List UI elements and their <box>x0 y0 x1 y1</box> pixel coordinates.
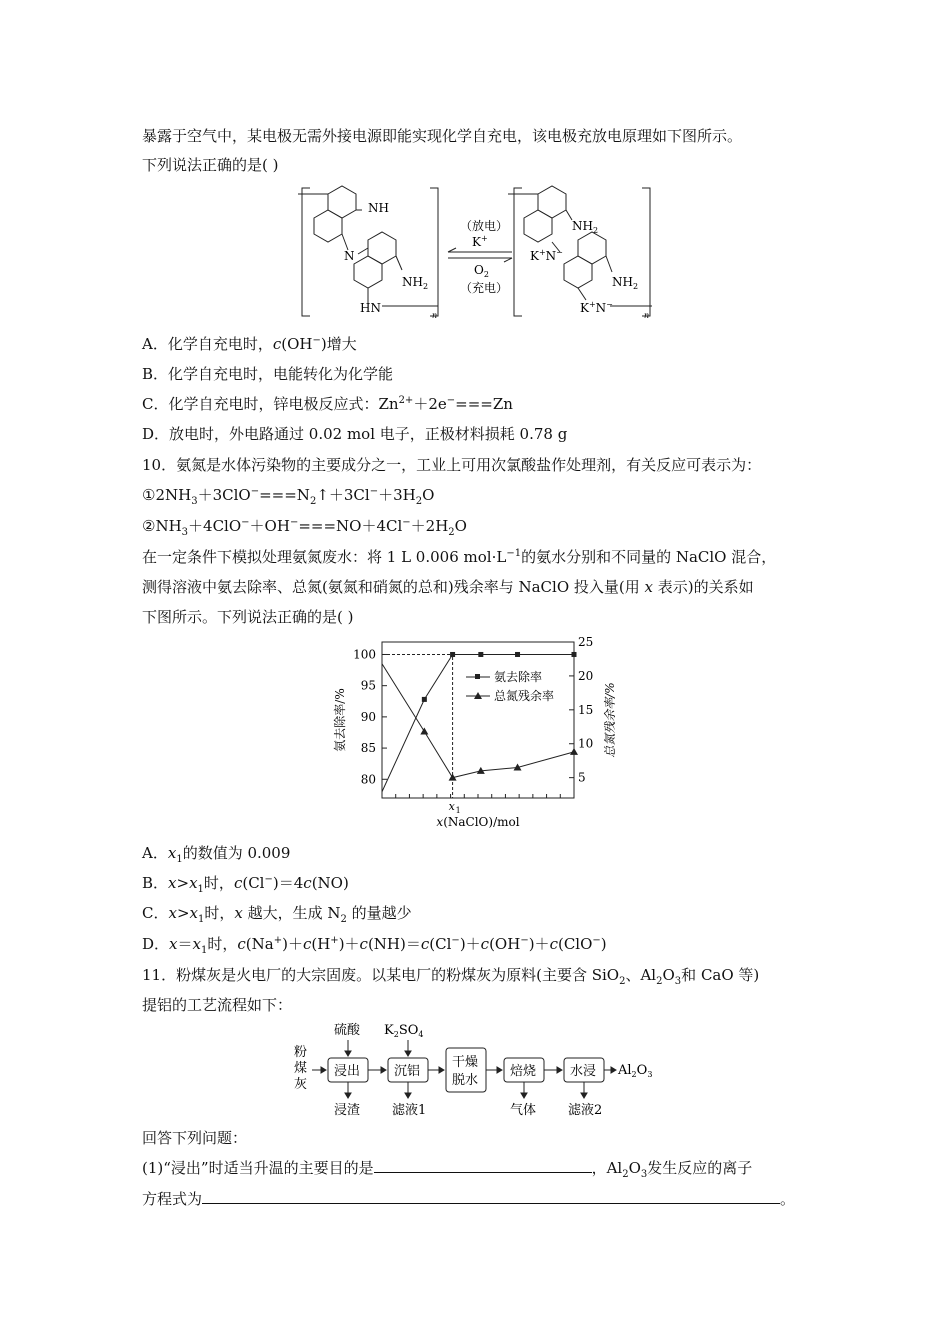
q11-stem-2: 提铝的工艺流程如下： <box>142 996 293 1014</box>
point-removal-3 <box>478 652 483 657</box>
answer-blank-2[interactable] <box>202 1189 780 1204</box>
label-n-mid: N <box>344 249 355 263</box>
point-removal-5 <box>572 652 577 657</box>
legend-label-residual: 总氮残余率 <box>494 689 555 703</box>
right-tick-label-1: 10 <box>578 736 594 751</box>
reaction-figure <box>290 180 670 322</box>
process-flowchart <box>290 1016 670 1124</box>
q10-option-d: D．$x=x_1$时，c(Na+)＋c(H+)＋c(NH)＝c(Cl−)＋c(OH−)＋c(ClO−) <box>142 935 607 956</box>
label-k-ion: K+ <box>472 234 488 249</box>
raw-char-1: 粉 <box>294 1045 308 1060</box>
step-dehydration: 脱水 <box>452 1073 479 1088</box>
output-gas: 气体 <box>510 1103 537 1118</box>
label-n-sub-right: n <box>644 311 650 320</box>
left-tick-label-4: 100 <box>353 647 376 662</box>
q10-equation-2: $②NH_3+4ClO^-+OH^-===NO+4Cl^-+2H_2O$ <box>142 517 467 538</box>
point-residual-5 <box>570 748 578 755</box>
right-tick-label-3: 20 <box>578 668 594 683</box>
label-charge: （充电） <box>460 281 509 295</box>
label-nh2-2: $NH_2$ <box>612 275 639 291</box>
right-tick-label-0: 5 <box>578 770 586 785</box>
step-leaching: 浸出 <box>334 1064 361 1079</box>
product-al2o3: $Al_2O_3$ <box>618 1063 653 1079</box>
left-tick-label-1: 85 <box>360 741 376 756</box>
output-residue: 浸渣 <box>334 1103 361 1118</box>
y-axis-label-right: 总氮残余率/% <box>603 682 617 758</box>
label-hn: HN <box>360 301 381 315</box>
point-removal-1 <box>422 697 427 702</box>
x1-tick-subscript: 1 <box>455 806 461 815</box>
point-residual-1 <box>420 728 428 735</box>
label-n-sub-left: n <box>432 311 438 320</box>
output-filtrate-1: 滤液1 <box>392 1103 427 1118</box>
q11-part-1b: 方程式为 。 <box>142 1190 796 1208</box>
label-kn-mid: K+N− <box>530 248 563 263</box>
right-tick-label-4: 25 <box>578 635 594 649</box>
q10-equation-1: $①2NH_3+3ClO^-===N_2↑+3Cl^-+3H_2O$ <box>142 486 435 507</box>
plot-frame <box>382 642 574 798</box>
q11-part-1: (1)“浸出”时适当升温的主要目的是 ，$Al_2O_3$发生反应的离子 <box>142 1159 753 1180</box>
output-filtrate-2: 滤液2 <box>568 1103 603 1118</box>
raw-char-2: 煤 <box>294 1061 308 1076</box>
q9-option-d: D．放电时，外电路通过 0.02 mol 电子，正极材料损耗 0.78 g <box>142 425 568 443</box>
intro-line-2: 下列说法正确的是( ) <box>142 156 279 174</box>
removal-rate-chart <box>330 632 630 832</box>
series-line-1 <box>382 664 574 778</box>
q10-stem-2: 在一定条件下模拟处理氨氮废水：将 1 L 0.006 $mol\cdot L^{-1}$的氨水分别和不同量的 NaClO 混合， <box>142 548 777 566</box>
input-acid: 硫酸 <box>334 1023 361 1038</box>
step-water-leach: 水浸 <box>570 1064 597 1079</box>
q9-option-a: A．化学自充电时，c(OH−)增大 <box>142 335 357 353</box>
q10-stem-4: 下图所示。下列说法正确的是( ) <box>142 608 354 626</box>
left-tick-label-2: 90 <box>360 709 376 724</box>
q11-answer-intro: 回答下列问题： <box>142 1129 248 1147</box>
legend-marker-square <box>475 674 480 679</box>
intro-line-1: 暴露于空气中，某电极无需外接电源即能实现化学自充电，该电极充放电原理如下图所示。 <box>142 127 743 145</box>
x-axis-label: x(NaClO)/mol <box>436 815 520 829</box>
label-nh-top: NH <box>368 201 389 215</box>
q11-stem-1: 11．粉煤灰是火电厂的大宗固废。以某电厂的粉煤灰为原料(主要含 SiO$_2$、$Al_2O_3$和 CaO 等) <box>142 966 760 987</box>
right-tick-label-2: 15 <box>578 702 594 717</box>
left-tick-label-3: 95 <box>360 678 376 693</box>
y-axis-label-left: 氨去除率/% <box>333 688 347 752</box>
label-nh2: $NH_2$ <box>402 275 429 291</box>
chart-legend <box>466 669 554 703</box>
legend-label-removal: 氨去除率 <box>494 670 543 684</box>
x1-tick-label: x <box>448 800 455 813</box>
q10-stem-3: 测得溶液中氨去除率、总氮(氨氮和硝氮的总和)残余率与 NaClO 投入量(用 x 表示)的关系如 <box>142 578 754 596</box>
chart-series <box>382 652 578 792</box>
chart-ticks <box>353 635 593 815</box>
q9-option-c: C．化学自充电时，锌电极反应式：$Zn^{2+}+2e^-===Zn$ <box>142 395 513 413</box>
left-tick-label-0: 80 <box>360 772 376 787</box>
label-kn-bot: K+N− <box>580 300 613 315</box>
label-nh2-top: $NH_2$ <box>572 219 599 235</box>
answer-blank-1[interactable] <box>374 1158 592 1173</box>
label-o2: $O_2$ <box>474 263 489 279</box>
step-precipitation: 沉铝 <box>394 1064 421 1079</box>
raw-char-3: 灰 <box>294 1077 308 1092</box>
q10-option-b: B．$x>x_1$时，c(Cl−)＝4c(NO) <box>142 874 349 895</box>
q10-option-c: C．$x>x_1$时，x 越大，生成 $N_2$ 的量越少 <box>142 904 412 925</box>
q10-stem-1: 10．氨氮是水体污染物的主要成分之一，工业上可用次氯酸盐作处理剂，有关反应可表示为： <box>142 456 762 474</box>
step-roasting: 焙烧 <box>510 1064 537 1079</box>
q9-option-b: B．化学自充电时，电能转化为化学能 <box>142 365 394 383</box>
q10-option-a: A．$x_1$的数值为 0.009 <box>142 844 291 865</box>
point-removal-4 <box>515 652 520 657</box>
label-discharge: （放电） <box>460 219 509 233</box>
step-drying: 干燥 <box>452 1055 479 1070</box>
input-k2so4: $K_2SO_4$ <box>384 1023 424 1039</box>
point-removal-2 <box>450 652 455 657</box>
